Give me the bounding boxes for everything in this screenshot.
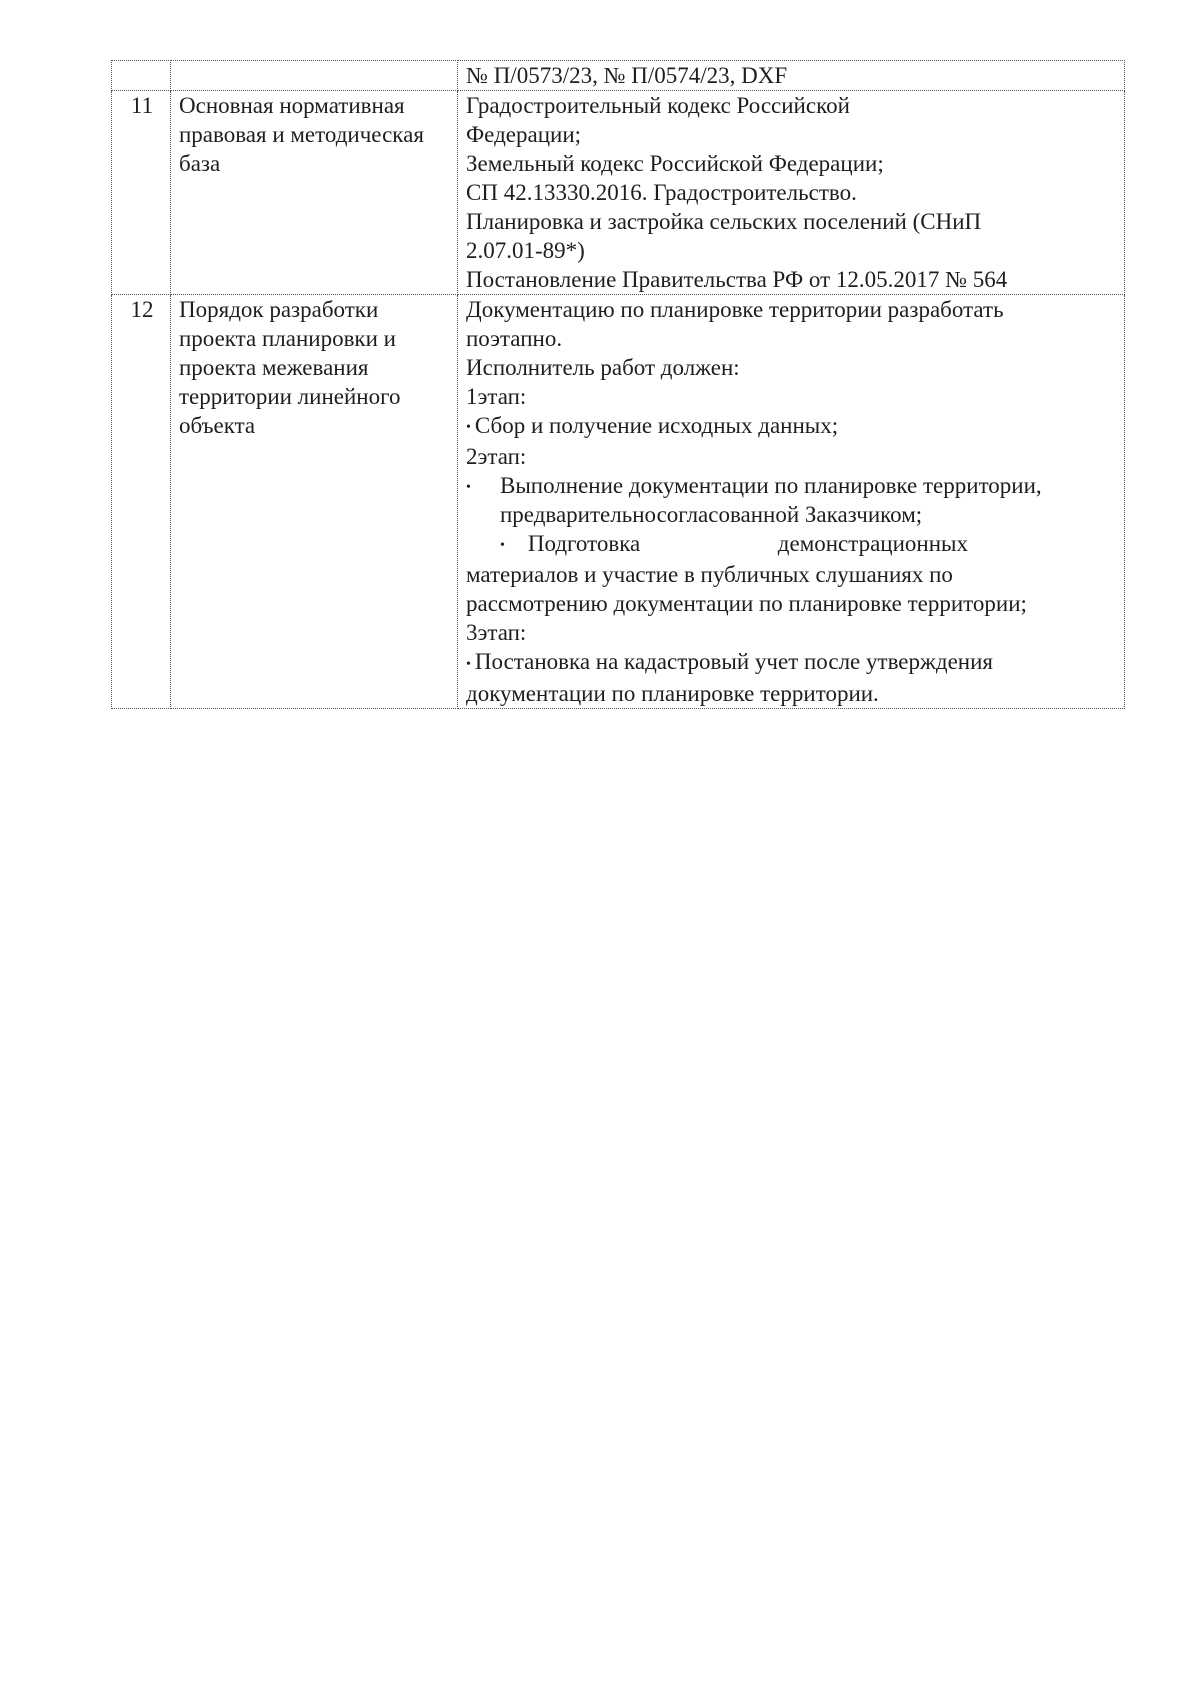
- row-value: [458, 61, 1125, 91]
- stage-heading: 1этап:: [466, 384, 527, 409]
- value-word: Подготовка: [527, 531, 641, 557]
- value-line: Федерации;: [466, 122, 582, 147]
- row-value: [458, 295, 1125, 709]
- stage-heading: 2этап:: [466, 444, 527, 470]
- value-line: Постановление Правительства РФ от 12.05.2017 № 564: [466, 267, 1008, 292]
- value-line: предварительносогласованной Заказчиком;: [500, 502, 923, 528]
- value-line: поэтапно.: [466, 326, 563, 351]
- value-line: Планировка и застройка сельских поселений (СНиП: [466, 209, 982, 234]
- value-line: документации по планировке территории.: [466, 680, 879, 706]
- list-item-text: [500, 529, 640, 560]
- list-item: [466, 647, 1118, 678]
- name-line: проекта планировки и: [179, 326, 396, 351]
- name-line: правовая и методическая: [179, 122, 424, 147]
- value-line: рассмотрению документации по планировке территории;: [466, 591, 1027, 617]
- row-name: [171, 61, 458, 91]
- value-line: Исполнитель работ должен:: [466, 355, 740, 380]
- value-line: Выполнение документации по планировке территории,: [500, 473, 1042, 499]
- name-line: Порядок разработки: [179, 297, 379, 322]
- value-line: 2.07.01-89*): [466, 238, 585, 263]
- value-line: Градостроительный кодекс Российской: [466, 93, 850, 118]
- name-line: Основная нормативная: [179, 93, 405, 118]
- table-row: [112, 61, 1125, 91]
- value-line: № П/0573/23, № П/0574/23, DXF: [466, 63, 788, 88]
- row-number: 12: [112, 295, 171, 709]
- list-item-text: [500, 471, 1118, 529]
- value-word: демонстрационных: [777, 531, 968, 557]
- bullet-icon: •: [466, 656, 471, 672]
- list-item-text: Постановка на кадастровый учет после утверждения: [474, 649, 994, 675]
- list-item: [466, 471, 1118, 529]
- list-item: [466, 529, 1118, 560]
- bullet-icon: •: [500, 538, 505, 554]
- bullet-icon: •: [466, 480, 471, 496]
- table-row: [112, 91, 1125, 295]
- value-line: материалов и участие в публичных слушаниях по: [466, 562, 953, 588]
- row-name: [171, 295, 458, 709]
- row-number: 11: [112, 91, 171, 295]
- requirements-table: [111, 60, 1125, 709]
- value-line: Документацию по планировке территории разработать: [466, 297, 1004, 322]
- name-line: территории линейного: [179, 384, 401, 409]
- value-line: СП 42.13330.2016. Градостроительство.: [466, 180, 857, 205]
- value-line: Земельный кодекс Российской Федерации;: [466, 151, 884, 176]
- stage-heading: 3этап:: [466, 620, 527, 646]
- name-line: проекта межевания: [179, 355, 369, 380]
- row-number: [112, 61, 171, 91]
- row-name: [171, 91, 458, 295]
- list-item: [466, 411, 1118, 442]
- table-row: [112, 295, 1125, 709]
- list-item-text: Сбор и получение исходных данных;: [474, 413, 839, 438]
- bullet-icon: •: [466, 420, 471, 436]
- name-line: объекта: [179, 413, 256, 438]
- name-line: база: [179, 151, 221, 176]
- row-value: [458, 91, 1125, 295]
